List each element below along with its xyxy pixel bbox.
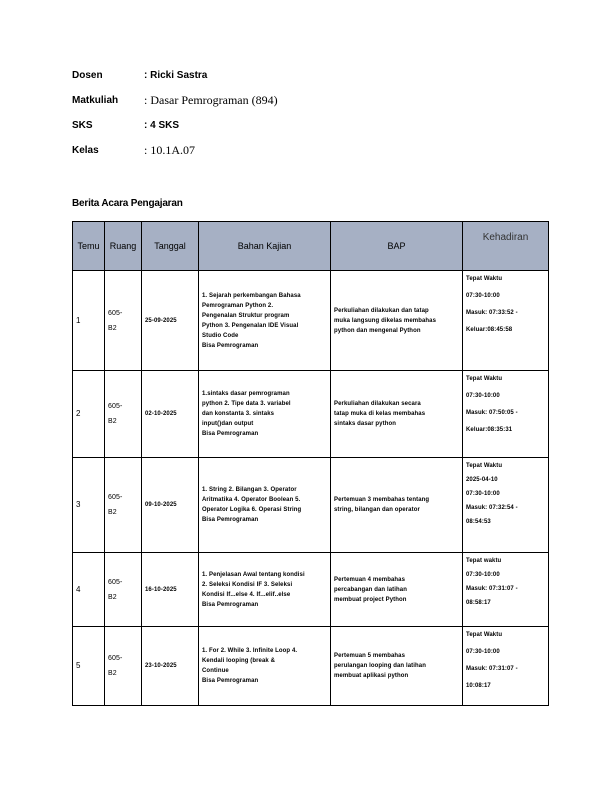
matkul-row [72,95,372,120]
cell-tanggal: 23-10-2025 [142,627,199,706]
kehadiran-line: Tepat Waktu [466,276,503,282]
ruang-line: 605- [108,578,123,586]
kehadiran-line: 07:30-10:00 [466,649,500,655]
kehadiran-line: 08:54:53 [466,519,491,525]
bahan-line: input()dan output [202,421,254,427]
cell-kehadiran [463,371,549,458]
bahan-line: Python 3. Pengenalan IDE Visual [202,322,299,329]
kehadiran-line: 10:08:17 [466,683,491,689]
cell-temu: 3 [73,458,105,553]
cell-bahan-kajian [199,553,331,627]
kelas-row [72,145,372,170]
bahan-line: Bisa Pemrograman [202,342,259,349]
bahan-line: Kendali looping (break & [202,658,276,664]
ruang-line: 605- [108,309,123,317]
ruang-line: 605- [108,494,123,501]
cell-bap [331,371,463,458]
kehadiran-line: 07:30-10:00 [466,293,500,299]
table-header-row [73,222,549,271]
table-row [73,271,549,371]
table-row [73,371,549,458]
dosen-label: Dosen [72,70,103,81]
bahan-line: dan konstanta 3. sintaks [202,411,275,417]
bahan-line: Kondisi If...else 4. If...elif..else [202,591,291,598]
bap-line: string, bilangan dan operator [334,507,420,513]
kehadiran-line: Masuk: 07:33:52 - [466,310,518,316]
kehadiran-line: Masuk: 07:31:07 - [466,586,518,592]
bahan-line: Aritmatika 4. Operator Boolean 5. [202,497,301,503]
bap-line: tatap muka di kelas membahas [334,411,426,417]
table-row [73,553,549,627]
cell-kehadiran [463,553,549,627]
table-row [73,458,549,553]
bap-line: perulangan looping dan latihan [334,663,427,669]
bap-line: Pertemuan 4 membahas [334,576,406,583]
cell-tanggal: 02-10-2025 [142,371,199,458]
bap-line: Pertemuan 5 membahas [334,653,406,659]
bahan-line: Bisa Pemrograman [202,601,259,608]
bahan-line: Continue [202,668,229,674]
cell-tanggal: 09-10-2025 [142,458,199,553]
bahan-line: Pengenalan Struktur program [202,312,290,319]
bap-line: Perkuliahan dilakukan dan tatap [334,307,429,314]
ruang-line: B2 [108,418,117,425]
bap-line: muka langsung dikelas membahas [334,317,437,324]
kehadiran-line: Masuk: 07:50:05 - [466,410,518,416]
cell-kehadiran [463,627,549,706]
course-info [72,70,372,170]
kehadiran-line: 07:30-10:00 [466,491,500,497]
kehadiran-line: 07:30-10:00 [466,572,500,578]
cell-bahan-kajian [199,371,331,458]
bahan-line: 1. Penjelasan Awal tentang kondisi [202,571,305,578]
cell-ruang [105,627,142,706]
cell-ruang [105,553,142,627]
kehadiran-line: Masuk: 07:32:54 - [466,505,518,511]
kehadiran-line: Tepat Waktu [466,376,503,382]
bahan-line: 1. String 2. Bilangan 3. Operator [202,487,297,493]
cell-bahan-kajian [199,271,331,371]
cell-tanggal: 25-09-2025 [142,271,199,371]
cell-ruang [105,458,142,553]
bahan-line: Studio Code [202,332,239,339]
kelas-label: Kelas [72,145,99,156]
kehadiran-line: Masuk: 07:31:07 - [466,666,518,672]
ruang-line: B2 [108,324,117,332]
kelas-value: : 10.1A.07 [144,143,195,157]
bahan-line: Bisa Pemrograman [202,517,259,523]
ruang-line: B2 [108,509,117,516]
cell-ruang [105,271,142,371]
cell-ruang [105,371,142,458]
cell-bap [331,553,463,627]
kehadiran-line: 2025-04-10 [466,477,498,483]
cell-bap [331,271,463,371]
col-header-bahan-kajian: Bahan Kajian [199,222,331,271]
sks-row [72,120,372,145]
ruang-line: B2 [108,593,117,601]
table-row [73,627,549,706]
bap-table [72,221,549,706]
cell-temu: 4 [73,553,105,627]
kehadiran-line: 07:30-10:00 [466,393,500,399]
cell-bap [331,627,463,706]
kehadiran-line: 08:58:17 [466,600,491,606]
bahan-line: Bisa Pemrograman [202,431,259,437]
bahan-line: 1. Sejarah perkembangan Bahasa [202,292,301,299]
bahan-line: 2. Seleksi Kondisi IF 3. Seleksi [202,581,293,588]
dosen-row [72,70,372,95]
bap-line: Pertemuan 3 membahas tentang [334,497,430,503]
kehadiran-line: Tepat Waktu [466,632,503,638]
ruang-line: 605- [108,655,123,662]
sks-value: : 4 SKS [144,120,180,131]
bap-line: membuat aplikasi python [334,673,409,679]
matkul-value: : Dasar Pemrograman (894) [144,93,278,107]
col-header-ruang: Ruang [105,222,142,271]
kehadiran-line: Tepat waktu [466,558,502,564]
cell-bap [331,458,463,553]
ruang-line: 605- [108,403,123,410]
bahan-line: 1.sintaks dasar pemrograman [202,391,290,397]
cell-tanggal: 16-10-2025 [142,553,199,627]
bahan-line: Operator Logika 6. Operasi String [202,507,302,513]
cell-kehadiran [463,271,549,371]
bahan-line: Bisa Pemrograman [202,678,259,684]
col-header-kehadiran: Kehadiran [463,222,549,271]
kehadiran-line: Tepat Waktu [466,463,503,469]
cell-bahan-kajian [199,627,331,706]
matkul-label: Matkuliah [72,95,119,106]
cell-temu: 5 [73,627,105,706]
cell-temu: 2 [73,371,105,458]
dosen-value: : Ricki Sastra [144,70,208,81]
bahan-line: 1. For 2. While 3. Infinite Loop 4. [202,648,298,654]
bap-line: python dan mengenal Python [334,327,421,334]
col-header-bap: BAP [331,222,463,271]
ruang-line: B2 [108,670,117,677]
kehadiran-line: Keluar:08:35:31 [466,427,513,433]
bap-line: membuat project Python [334,596,407,603]
cell-bahan-kajian [199,458,331,553]
bahan-line: Pemrograman Python 2. [202,302,274,309]
bap-line: sintaks dasar python [334,421,397,427]
col-header-temu: Temu [73,222,105,271]
cell-kehadiran [463,458,549,553]
col-header-tanggal: Tanggal [142,222,199,271]
kehadiran-line: Keluar:08:45:58 [466,327,513,333]
bap-line: Perkuliahan dilakukan secara [334,401,421,407]
bahan-line: python 2. Tipe data 3. variabel [202,401,291,407]
sks-label: SKS [72,120,93,131]
section-title: Berita Acara Pengajaran [72,198,183,209]
cell-temu: 1 [73,271,105,371]
bap-line: percabangan dan latihan [334,586,407,593]
